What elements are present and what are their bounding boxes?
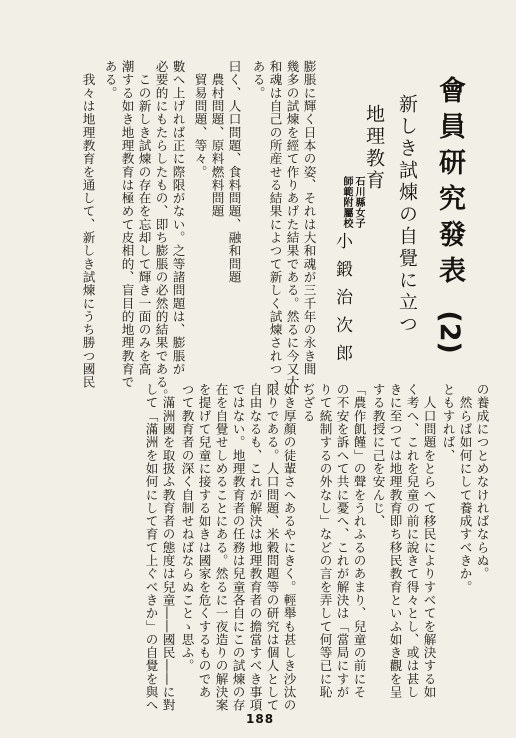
author-affiliation-line-1: 石川縣女子	[353, 176, 364, 229]
text-column: 和魂は自己の所産せる結果によつて新しく試煉されつゝ	[267, 60, 283, 389]
text-column: して「滿洲を如何にして育て上ぐべきか」の自覺を與へ	[143, 383, 159, 712]
text-column: 限りである。人口問題、米穀問題等の研究は個人として	[264, 383, 280, 712]
text-column: 滿洲國を取扱ふ教育者の態度は兒童――國民――に對	[160, 383, 176, 712]
text-column: 貿易問題、等々。	[192, 60, 208, 179]
text-column: ではない。地理教育者の任務は兒童各自にこの試煉の存	[230, 383, 246, 712]
text-column: 人口問題をとらへて移民によりすべてを解決する如	[421, 383, 437, 699]
author-name: 小鍛治次郎	[332, 232, 352, 372]
text-column: 潮する如き地理教育は極めて皮相的、盲目的地理教育で	[119, 60, 135, 389]
text-column: つて教育者の深く自制せねばならぬことゝ思ふ。	[179, 383, 195, 673]
text-column: 然らば如何にして養成すべきか。	[457, 383, 473, 594]
text-column: 曰く、人口問題、食料問題、融和問題	[226, 60, 242, 284]
author-affiliation-line-2: 師範附屬校	[341, 176, 352, 229]
text-column: 農村問題、原料燃料問題	[209, 60, 225, 218]
text-column: りて統制するの外なし」などの言を弄して何等已に恥	[317, 383, 333, 699]
text-column: 「農作飢饉」の聲をうれふるのあまり、兒童の前にそ	[351, 383, 367, 699]
text-column: 膨脹に輝く日本の姿、それは大和魂が三千年の永き間	[301, 60, 317, 376]
text-column: 在を自覺せしめることにある。然るに一夜造りの解決案	[213, 383, 229, 712]
text-column: 我々は地理教育を通して、新しき試煉にうち勝つ國民	[80, 60, 96, 389]
text-column: 如き厚顏の徒輩さへあるやにきく。輕舉も甚しき沙汰の	[281, 383, 297, 712]
text-column: の不安を訴へて共に憂へ、これが解決は「當局にすが	[334, 383, 350, 699]
section-number: (2)	[434, 310, 465, 354]
text-column: く考へ、これを兒童の前に說きて得々とし、或は甚し	[404, 383, 420, 699]
text-column: 自由なるも、これが解決は地理教育者の擔當すべき事項	[247, 383, 263, 712]
text-column: の養成につとめなければならぬ。	[474, 383, 490, 581]
text-column: ある。	[102, 60, 118, 100]
article-title-line-1: 新しき試煉の自覺に立つ	[396, 94, 418, 336]
text-column: 幾多の試煉を經て作りあげた結果である。然るに今又大	[284, 60, 300, 389]
text-column: きに至つては地理教育即ち移民教育といふ如き觀を呈	[387, 383, 403, 699]
text-column: する教授に己を安んじ、	[370, 383, 386, 528]
text-column: 必要的にもたらしたもの、即ち膨脹の必然的結果である。	[153, 60, 169, 402]
text-column: ある。	[250, 60, 266, 100]
article-title-line-2: 地理教育	[363, 104, 385, 192]
text-column: ぢざる	[300, 383, 316, 423]
text-column: 數へ上げれば正に際限がない。之等諸問題は、膨脹が	[170, 60, 186, 376]
text-column: この新しき試煉の存在を忘却して輝き一面のみを高	[136, 60, 152, 376]
text-column: ともすれば、	[440, 383, 456, 462]
text-column: を提げて兒童に接する如きは國家を危くするものであ	[196, 383, 212, 699]
section-title	[430, 76, 469, 376]
section-title-text: 會員研究發表	[434, 76, 465, 292]
page-number: 188	[246, 712, 275, 726]
